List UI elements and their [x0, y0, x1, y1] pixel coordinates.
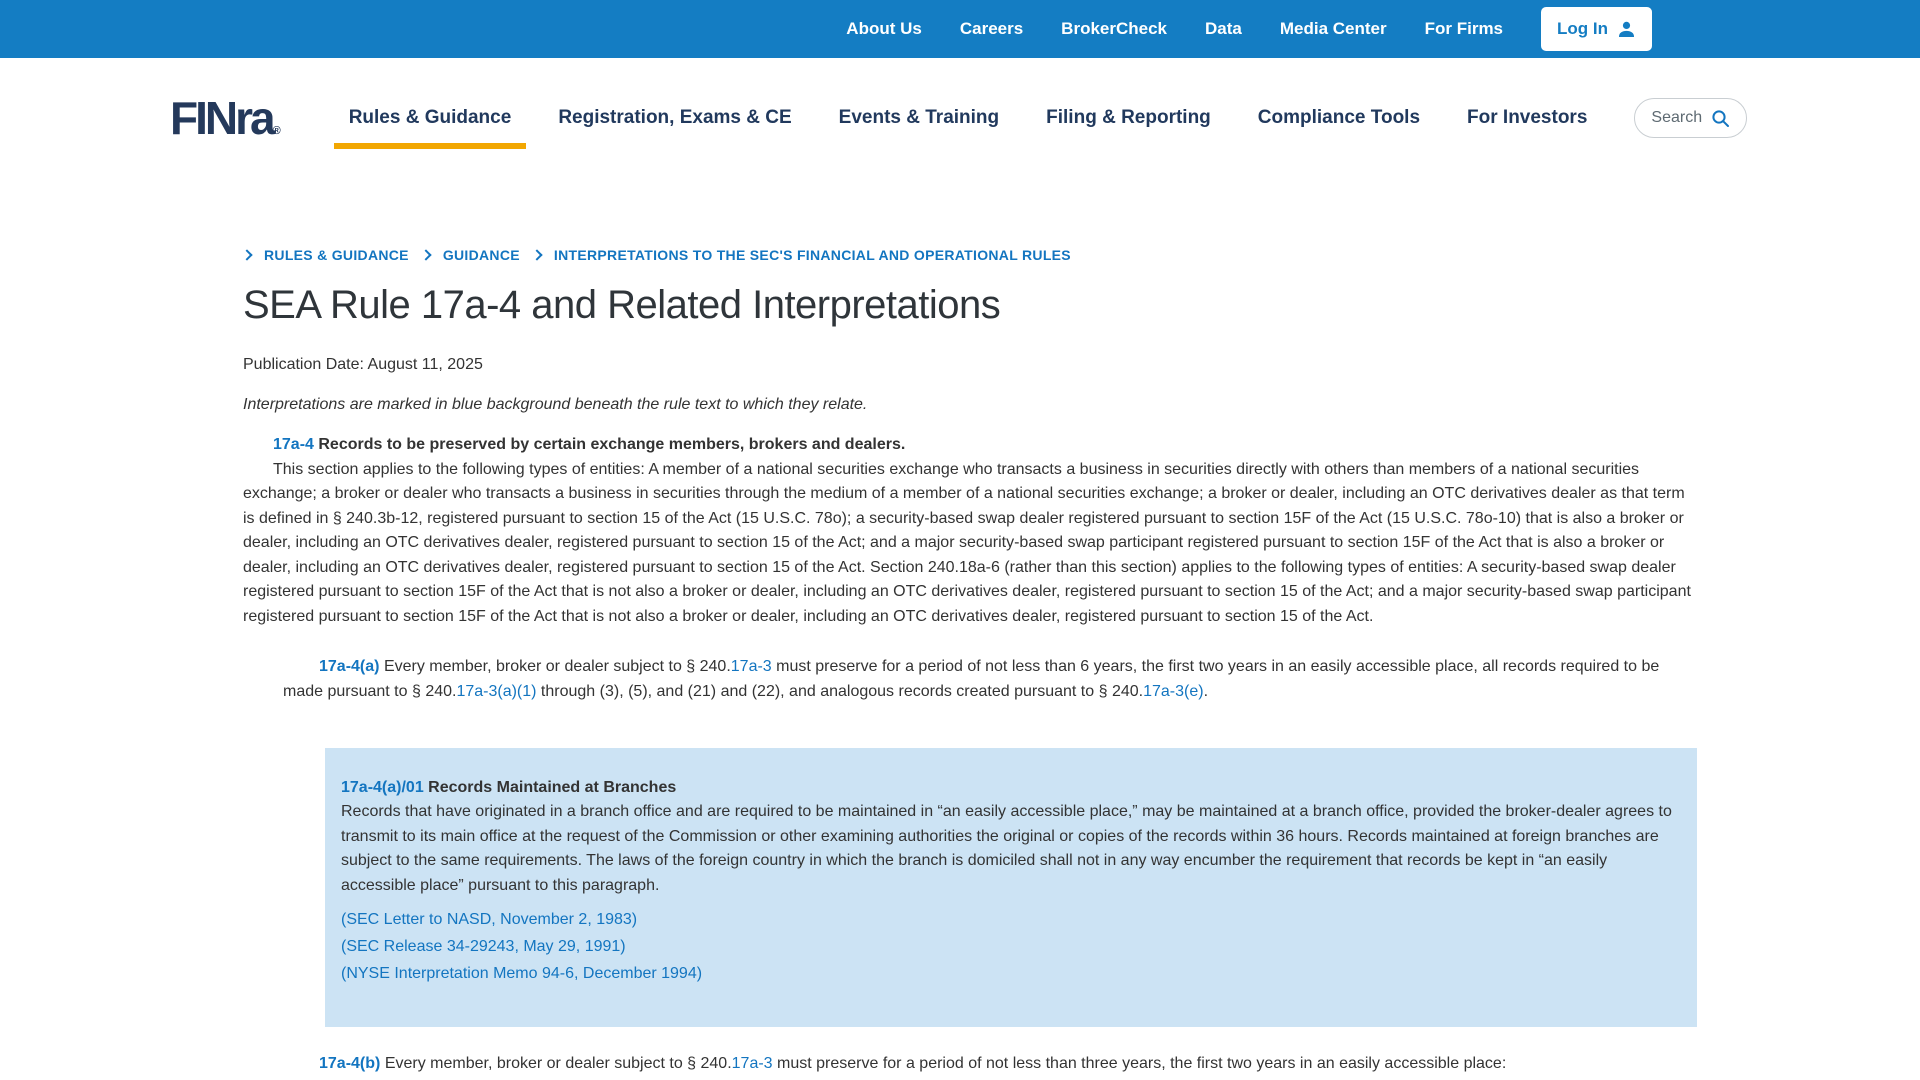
interpretations-note: Interpretations are marked in blue background beneath the rule text to which they relate. [243, 396, 868, 413]
link-17a-3-b[interactable]: 17a-3 [731, 1055, 773, 1072]
utility-link-brokercheck[interactable]: BrokerCheck [1061, 19, 1167, 38]
rule-17a-4a-number-link[interactable]: 17a-4(a) [319, 658, 380, 675]
rule-17a-4a-text-1: Every member, broker or dealer subject to § 240. [383, 658, 731, 675]
page-title: SEA Rule 17a-4 and Related Interpretations [243, 283, 1001, 327]
rule-17a-4a-text-3: through (3), (5), and (21) and (22), and analogous records created pursuant to § 240. [536, 682, 1144, 700]
search-icon [1711, 109, 1730, 128]
link-17a-3[interactable]: 17a-3 [730, 658, 772, 675]
nav-compliance-tools[interactable]: Compliance Tools [1257, 107, 1421, 128]
rule-17a-4b-text-2: must preserve for a period of not less than three years, the first two years in an easily accessible place: [772, 1055, 1507, 1072]
breadcrumb-interpretations[interactable]: INTERPRETATIONS TO THE SEC'S FINANCIAL AND OPERATIONAL RULES [553, 247, 1071, 263]
rule-17a-4-heading-text: Records to be preserved by certain exchange members, brokers and dealers. [318, 436, 906, 453]
search-button[interactable] [1634, 98, 1747, 138]
rule-17a-4b-paragraph [283, 1052, 1697, 1077]
interpretation-number-link[interactable]: 17a-4(a)/01 [341, 779, 424, 796]
citation-nyse-memo-94-6-1994[interactable]: (NYSE Interpretation Memo 94-6, December 1994) [341, 965, 703, 982]
search-label: Search [1651, 109, 1703, 126]
breadcrumb-guidance[interactable]: GUIDANCE [442, 247, 520, 263]
chevron-right-icon [241, 249, 252, 260]
publication-date: Publication Date: August 11, 2025 [243, 356, 483, 373]
link-17a-3a1[interactable]: 17a-3(a)(1) [456, 682, 537, 700]
interpretation-citations [341, 906, 1677, 987]
site-header [0, 58, 1920, 178]
rule-17a-4-number-link[interactable]: 17a-4 [273, 436, 314, 453]
rule-17a-4-intro-paragraph: This section applies to the following types of entities: A member of a national securities exchange who transacts a business in securities directly with others than members of a national securities exchange; a broker or dealer who transacts a business in securities through the medium of a member of a national securities exchange; a broker or dealer, including an OTC derivatives dealer as that term is defined in § 240.3b-12, registered pursuant to section 15 of the Act (15 U.S.C. 78o); a security-based swap dealer registered pursuant to section 15F of the Act (15 U.S.C. 78o-10) that is also a broker or dealer, including an OTC derivatives dealer, registered pursuant to section 15 of the Act; and a major security-based swap participant registered pursuant to section 15F of the Act that is also a broker or dealer, including an OTC derivatives dealer, registered pursuant to section 15 of the Act. Section 240.18a-6 (rather than this section) applies to the following types of entities: A security-based swap dealer registered pursuant to section 15F of the Act that is not also a broker or dealer, including an OTC derivatives dealer, registered pursuant to section 15 of the Act; and a major security-based swap participant registered pursuant to section 15F of the Act that is not also a broker or dealer, including an OTC derivatives dealer, registered pursuant to section 15 of the Act. [243, 460, 1691, 625]
utility-link-data[interactable]: Data [1205, 19, 1242, 38]
utility-link-for-firms[interactable]: For Firms [1424, 19, 1504, 38]
rule-17a-4b-text-1: Every member, broker or dealer subject to § 240. [384, 1055, 732, 1072]
breadcrumb [243, 247, 1697, 263]
finra-logo-text: FINra [170, 92, 273, 144]
rule-17a-4a-text-2: must preserve for a period of not less than 6 years, the first two years in an easily accessible place, all records required to be made pursuant to § 240. [283, 658, 1660, 700]
main-nav [349, 98, 1747, 138]
interpretation-title: Records Maintained at Branches [428, 779, 677, 796]
user-icon [1617, 20, 1636, 38]
nav-filing-reporting[interactable]: Filing & Reporting [1046, 107, 1211, 128]
citation-sec-release-34-29243-1991[interactable]: (SEC Release 34-29243, May 29, 1991) [341, 938, 626, 955]
nav-rules-and-guidance[interactable]: Rules & Guidance [348, 107, 512, 128]
nav-registration-exams-ce[interactable]: Registration, Exams & CE [558, 107, 792, 128]
nav-for-investors[interactable]: For Investors [1467, 107, 1588, 128]
rule-text-section [243, 433, 1697, 1077]
finra-logo[interactable] [170, 92, 281, 144]
utility-link-media-center[interactable]: Media Center [1279, 19, 1387, 38]
link-17a-3e[interactable]: 17a-3(e) [1143, 682, 1204, 700]
login-button-label: Log In [1557, 19, 1608, 38]
nav-events-training[interactable]: Events & Training [838, 107, 1000, 128]
login-button[interactable] [1541, 7, 1652, 51]
rule-17a-4b-number-link[interactable]: 17a-4(b) [319, 1055, 381, 1072]
chevron-right-icon [420, 249, 431, 260]
citation-sec-letter-nasd-1983[interactable]: (SEC Letter to NASD, November 2, 1983) [341, 911, 638, 928]
utility-bar [0, 0, 1920, 58]
finra-logo-registered-mark: ® [272, 125, 281, 137]
rule-17a-4a-text-4: . [1203, 682, 1209, 700]
interpretation-box [325, 748, 1697, 1027]
interpretation-body: Records that have originated in a branch office and are required to be maintained in “an easily accessible place,” may be maintained at a branch office, provided the broker-dealer agrees to transmit to its main office at the request of the Commission or other examining authorities the original or copies of the records within 36 hours. Records maintained at foreign branches are subject to the same requirements. The laws of the foreign country in which the branch is domiciled shall not in any way encumber the requirement that records be kept in “an easily accessible place” pursuant to this paragraph. [341, 803, 1672, 894]
interpretation-heading [341, 776, 1677, 800]
utility-link-about-us[interactable]: About Us [846, 19, 922, 38]
chevron-right-icon [531, 249, 542, 260]
rule-17a-4a-paragraph [283, 655, 1697, 704]
rule-17a-4-heading [243, 433, 1697, 458]
breadcrumb-rules-guidance[interactable]: RULES & GUIDANCE [264, 247, 409, 263]
utility-link-careers[interactable]: Careers [959, 19, 1024, 38]
main-content [0, 247, 1920, 1077]
